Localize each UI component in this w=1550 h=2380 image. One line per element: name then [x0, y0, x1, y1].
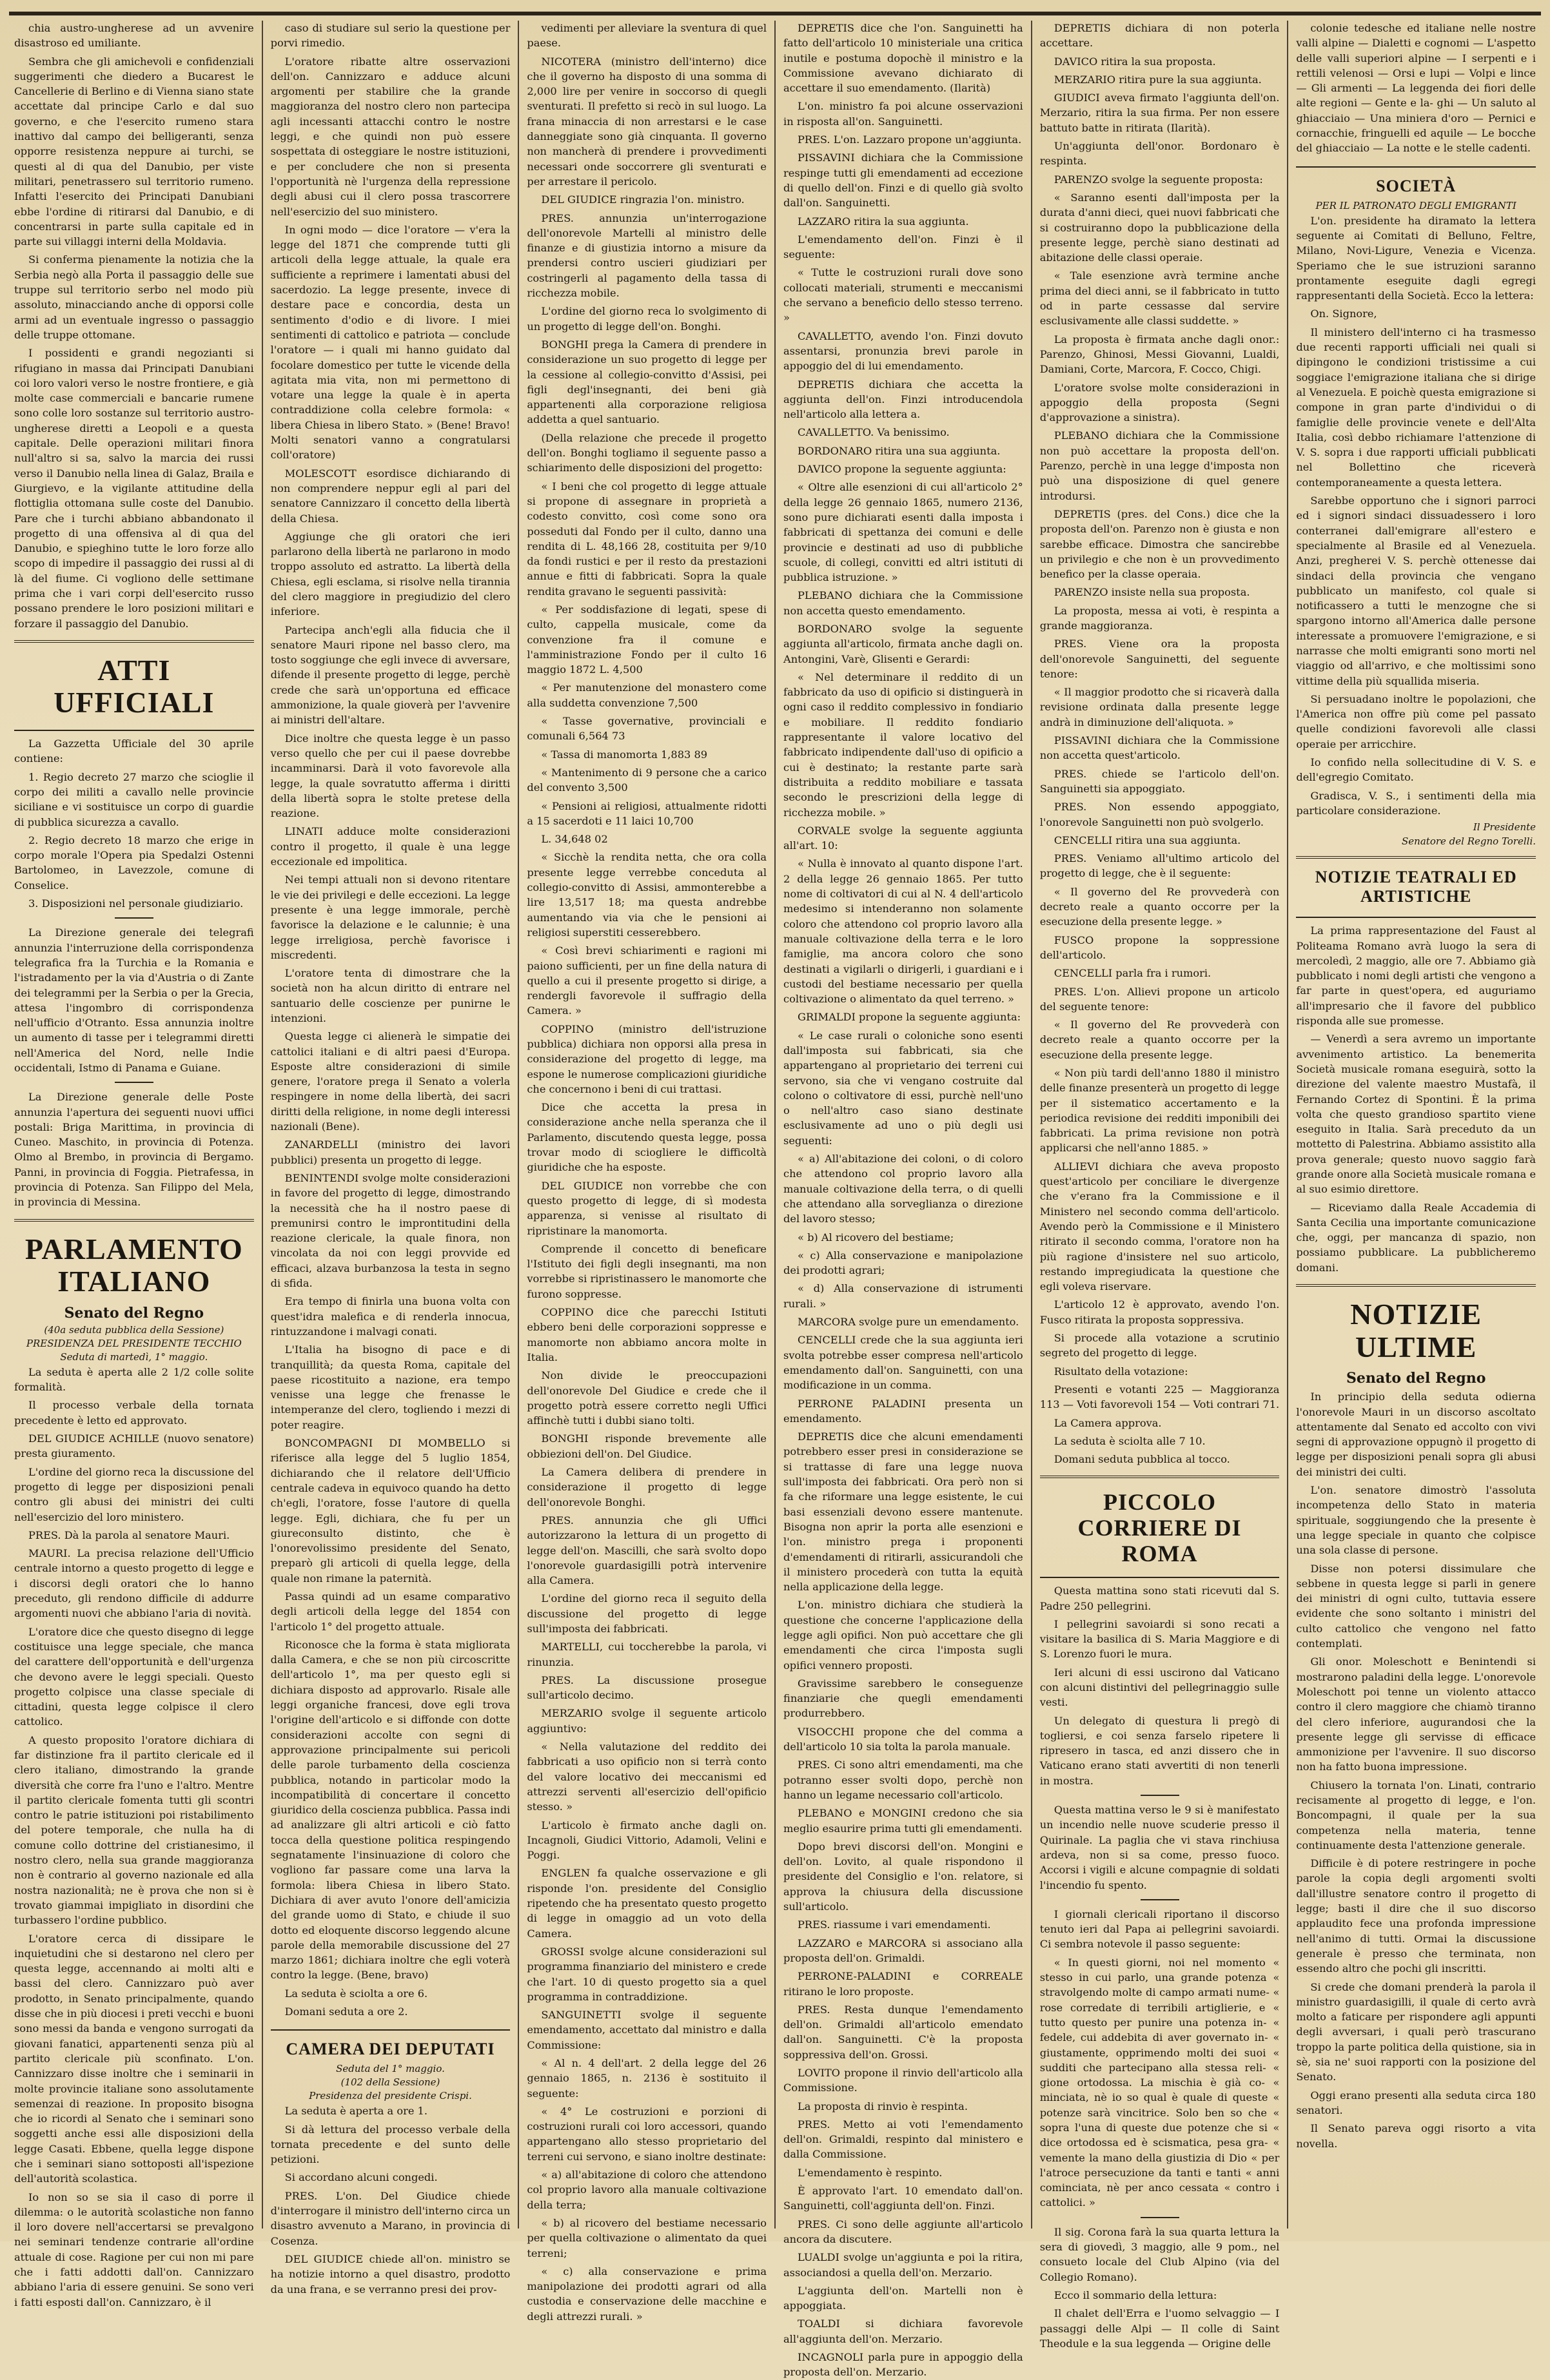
- paragraph: L'oratore tenta di dimostrare che la società non ha alcun diritto di entrare nel santuario delle coscienze per punirne le intenzioni.: [270, 967, 511, 1024]
- paragraph: PRES. L'on. Allievi propone un articolo del seguente tenore:: [1039, 985, 1280, 1013]
- paragraph: Era tempo di finirla una buona volta con quest'idra malefica e di renderla innocua, rintuzzandone i malvagi conati.: [270, 1295, 511, 1338]
- paragraph: MAURI. La precisa relazione dell'Ufficio centrale intorno a questo progetto di legge e i discorsi degli oratori che lo hanno preceduto, gli rendono difficile di addurre argomenti nuovi che abbiano l'aria di novità.: [14, 1547, 254, 1620]
- paragraph: È approvato l'art. 10 emendato dall'on. Sanguinetti, coll'aggiunta dell'on. Finzi.: [783, 2185, 1023, 2212]
- divider: [1040, 1577, 1280, 1578]
- paragraph: « Non più tardi dell'anno 1880 il ministro delle finanze presenterà un progetto di legge per il sistematico accertamento e la periodica revisione dei redditi imponibili dei fabbricati. La prima revisione non potrà applicarsi che nell'anno 1885. »: [1039, 1067, 1280, 1155]
- column-6: [1288, 21, 1544, 2229]
- paragraph: CENCELLI crede che la sua aggiunta ieri svolta potrebbe esser compresa nell'articolo emendamento dall'on. Sanguinetti, con una modificazione in un comma.: [783, 1334, 1023, 1392]
- paragraph: L'Italia ha bisogno di pace e di tranquillità; da questa Roma, capitale del paese ricostituito a nazione, era tempo venisse una legge che frenasse le intemperanze del clero, togliendo i mezzi di poter reagire.: [270, 1343, 511, 1431]
- column-4: [776, 21, 1032, 2379]
- paragraph: MOLESCOTT esordisce dichiarando di non comprendere neppur egli al pari del senatore Cannizzaro il concetto della libertà della Chiesa.: [270, 467, 511, 525]
- paragraph: « In questi giorni, noi nel momento « stesso in cui parlo, una grande potenza « stravolgendo molte di campo armati nume- « rose corredate di terribili artiglierie, e « tutto questo per punire una potenza in- « fedele, cui addebita di aver governato in- « giustamente, opprimendo molti dei suoi « sudditi che partecipano alla stessa reli- « gione ortodossa. La mischia è già co- « minciata, nè io so qual è quale di queste « potenze sarà vincitrice. Solo ben so che « sopra l'una di queste due potenze che si « dice ortodossa ed è scismatica, pesa gra- « vemente la mano della giustizia di Dio « per l'atroce persecuzione da tanti e tanti « anni cominciata, nè per anco cessata « contro i cattolici. »: [1039, 1956, 1280, 2209]
- paragraph: LAZZARO e MARCORA si associano alla proposta dell'on. Grimaldi.: [783, 1936, 1023, 1964]
- paragraph: BENINTENDI svolge molte considerazioni in favore del progetto di legge, dimostrando la necessità che ha il nostro paese di premunirsi contro le improntitudini della reazione clericale, la quale finora, non vincolata da noi con leggi provvide ed efficaci, alzava burbanzosa la testa in segno di sfida.: [270, 1171, 511, 1290]
- section-caption: (102 della Sessione): [340, 2076, 440, 2089]
- paragraph: Sarebbe opportuno che i signori parroci ed i signori sindaci dissuadessero i loro conterranei dall'emigrare all'estero e specialmente al Brasile ed al Venezuela. Anzi, pregherei V. S. perchè ottenesse dai sindaci della provincia che vengano pubblicato un manifesto, col quale si notificassero a tutti le menzogne che si spargono intorno all'America dalle persone interessate a promuovere l'emigrazione, e si narrasse che molti emigranti sono morti nel viaggio od all'arrivo, e che moltissimi sono vittime della più squallida miseria.: [1296, 494, 1536, 687]
- paragraph: vedimenti per alleviare la sventura di quel paese.: [527, 22, 767, 50]
- paragraph: PARENZO svolge la seguente proposta:: [1054, 173, 1263, 186]
- paragraph: PRES. Ci sono altri emendamenti, ma che potranno esser svolti dopo, perchè non hanno un legame necessario coll'articolo.: [783, 1759, 1023, 1801]
- paragraph: Il ministero dell'interno ci ha trasmesso due recenti rapporti ufficiali nei quali si dipingono le condizioni tristissime a cui soggiace l'emigrazione italiana che si dirige al Venezuela. E poichè questa emigrazione si compone in gran parte d'individui o di famiglie delle provincie venete e dell'Alta Italia, così debbo richiamare l'attenzione di V. S. sopra i due rapporti ufficiali pubblicati nel Bollettino che riceverà contemporaneamente a questa lettera.: [1296, 326, 1536, 489]
- paragraph: L'oratore cerca di dissipare le inquietudini che si destarono nel clero per questa legge, accennando ai molti alti e bassi del clero. Cannizzaro può aver prodotto, in Senato principalmente, quando disse che in più diocesi i preti vecchi e buoni sono messi da banda e vengono surrogati da giovani fanatici, appartenenti senza più al partito clericale più sconfinato. L'on. Cannizzaro disse inoltre che i seminarii in molte provincie italiane sono assolutamente semenzai di reazione. In proposito bisogna che io ricordi al Senato che i seminari sono soggetti anche essi alle disposizioni della legge Casati. Ebbene, quella legge dispone che i seminari siano sottoposti all'ispezione dell'autorità scolastica.: [14, 1932, 254, 2185]
- paragraph: (Della relazione che precede il progetto dell'on. Bonghi togliamo il seguente passo a schiarimento delle disposizioni del progetto:: [527, 431, 767, 474]
- paragraph: Dice inoltre che questa legge è un passo verso quello che per cui il paese dovrebbe incamminarsi. Darà il voto favorevole alla legge, la quale sovratutto afferma i diritti della libertà sopra le stolte pretese della reazione.: [270, 732, 511, 820]
- paragraph: « Al n. 4 dell'art. 2 della legge del 26 gennaio 1865, n. 2136 è sostituito il seguente:: [527, 2057, 767, 2100]
- paragraph: VISOCCHI propone che del comma a dell'articolo 10 sia tolta la parola manuale.: [783, 1725, 1023, 1753]
- paragraph: Ecco il sommario della lettura:: [1054, 2288, 1217, 2301]
- paragraph: GRIMALDI propone la seguente aggiunta:: [798, 1011, 1021, 1024]
- paragraph: L'ordine del giorno reca la discussione del progetto di legge per disposizioni penali contro gli abusi dei ministri dei culti nell'esercizio del loro ministero.: [14, 1465, 254, 1523]
- paragraph: Il Senato pareva oggi risorto a vita novella.: [1296, 2122, 1536, 2150]
- paragraph: 3. Disposizioni nel personale giudiziario.: [28, 897, 244, 910]
- paragraph: DEL GIUDICE ACHILLE (nuovo senatore) presta giuramento.: [14, 1432, 254, 1460]
- paragraph: DEPRETIS dichiara che accetta la aggiunta dell'on. Finzi introducendola nell'articolo alla lettera a.: [783, 378, 1023, 421]
- paragraph: L'on. ministro dichiara che studierà la questione che concerne l'applicazione della legge agli opifici. Non può accettare che gli emendamenti che circa l'imposta sugli opifici vennero proposti.: [783, 1599, 1023, 1672]
- paragraph: Si persuadano inoltre le popolazioni, che l'America non offre più come pel passato quelle condizioni favorevoli alle classi operaie per arricchire.: [1296, 692, 1536, 750]
- paragraph: « Tassa di manomorta 1,883 89: [541, 748, 708, 761]
- paragraph: PARENZO insiste nella sua proposta.: [1054, 586, 1250, 599]
- divider: [1040, 1476, 1280, 1478]
- section-headline: PICCOLO CORRIERE DI ROMA: [1077, 1489, 1242, 1566]
- paragraph: La prima rappresentazione del Faust al Politeama Romano avrà luogo la sera di mercoledì, 2 maggio, alle ore 7. Abbiamo già pubblicato i nomi degli artisti che vengono a far parte in quest'opera, ed auguriamo all'impresario che il favore del pubblico risponda alle sue promesse.: [1296, 924, 1536, 1028]
- paragraph: « Le case rurali o coloniche sono esenti dall'imposta sui fabbricati, sia che appartengano al proprietario dei terreni cui servono, sia che vi vengano costruite dal colono o coltivatore di essi, purchè nell'uno o nell'altro caso siano destinate esclusivamente ad uno o più degli usi seguenti:: [783, 1029, 1023, 1147]
- paragraph: L'on. ministro fa poi alcune osservazioni in risposta all'on. Sanguinetti.: [783, 100, 1023, 128]
- paragraph: L'oratore dice che questo disegno di legge costituisce una legge speciale, che manca del carattere dell'opportunità e dell'urgenza che devono avere le leggi speciali. Questo progetto colpisce una classe speciale di cittadini, questa legge colpisce il clero cattolico.: [14, 1625, 254, 1728]
- paragraph: Si procede alla votazione a scrutinio segreto del progetto di legge.: [1039, 1332, 1280, 1360]
- section-caption: Seduta del 1° maggio.: [336, 2063, 445, 2075]
- divider: [115, 1082, 153, 1083]
- paragraph: « Il maggior prodotto che si ricaverà dalla revisione ordinata dalla presente legge andrà in diminuzione dell'aliquota. »: [1039, 686, 1280, 728]
- paragraph: « Tale esenzione avrà termine anche prima del dieci anni, se il fabbricato in tutto od in parte cessasse dal servire esclusivamente alle classi suddette. »: [1039, 269, 1280, 327]
- paragraph: « b) Al ricovero del bestiame;: [798, 1231, 954, 1244]
- paragraph: COPPINO dice che parecchi Istituti ebbero beni delle corporazioni soppresse e manomorte non abbiamo ancora molte in Italia.: [527, 1306, 767, 1363]
- paragraph: L'oratore ribatte altre osservazioni dell'on. Cannizzaro e adduce alcuni argomenti per stabilire che la grande maggioranza del nostro clero non partecipa agli incessanti attacchi contro le nostre leggi, e che quindi non può essere sospettata di osteggiare le nostre istituzioni, e per concludere che non si presenta l'opportunità nè l'urgenza della repressione degli abusi cui il clero possa trascorrere nell'esercizio del suo ministero.: [270, 55, 511, 218]
- section-heading: NOTIZIE TEATRALI ED ARTISTICHE: [1315, 868, 1517, 906]
- paragraph: « Tutte le costruzioni rurali dove sono collocati materiali, strumenti e meccanismi che servano a beneficio dello stesso terreno. »: [783, 266, 1023, 324]
- paragraph: LINATI adduce molte considerazioni contro il progetto, il quale è una legge eccezionale ed impolitica.: [270, 825, 511, 868]
- paragraph: Si dà lettura del processo verbale della tornata precedente e del sunto delle petizioni.: [270, 2123, 511, 2166]
- paragraph: Dice che accetta la presa in considerazione anche nella speranza che il Parlamento, discutendo questa legge, possa trovar modo di sciogliere le difficoltà giuridiche che ha esposte.: [527, 1101, 767, 1174]
- paragraph: PRES. La discussione prosegue sull'articolo decimo.: [527, 1673, 767, 1702]
- section-headline: PARLAMENTO ITALIANO: [25, 1232, 243, 1298]
- paragraph: Il sig. Corona farà la sua quarta lettura la sera di giovedì, 3 maggio, alle 9 pom., nel consueto locale del Club Alpino (via del Collegio Romano).: [1039, 2225, 1280, 2283]
- paragraph: GROSSI svolge alcune considerazioni sul programma finanziario del ministero e crede che l'art. 10 di questo progetto sia a quel programma in contraddizione.: [527, 1945, 767, 2003]
- paragraph: DEPRETIS dichiara di non poterla accettare.: [1039, 22, 1280, 50]
- paragraph: Il chalet dell'Erra e l'uomo selvaggio — I passaggi delle Alpi — Il colle di Saint Theodule e la sua leggenda — Origine delle: [1039, 2307, 1280, 2350]
- paragraph: Sembra che gli amichevoli e confidenziali suggerimenti che diedero a Bucarest le Cancellerie di Berlino e di Vienna siano state accettate dal principe Carlo e dal suo governo, e che l'esercito rumeno stara inattivo dal campo dei belligeranti, senza opporre resistenza neppure ai turchi, se questi al di qua del Danubio, per viste militari, penetrassero sul territorio rumeno. Infatti l'esercito dei Principati Danubiani ebbe l'ordine di ritirarsi dal Danubio, e di concentrarsi in parte sulla capitale ed in parte sui villaggi interni della Moldavia.: [14, 55, 254, 248]
- paragraph: CORVALE svolge la seguente aggiunta all'art. 10:: [783, 824, 1023, 852]
- divider: [1141, 2217, 1179, 2218]
- paragraph: « c) Alla conservazione e manipolazione dei prodotti agrari;: [783, 1249, 1023, 1277]
- paragraph: ALLIEVI dichiara che aveva proposto quest'articolo per conciliare le divergenze che v'erano fra la Commissione e il Ministero nel secondo comma dell'articolo. Avendo però la Commissione e il Ministero ritirato il secondo comma, l'oratore non ha più ragione d'insistere nel suo articolo, restando impregiudicata la questione che egli voleva riservare.: [1039, 1160, 1280, 1293]
- paragraph: BONGHI prega la Camera di prendere in considerazione un suo progetto di legge per la cessione al collegio-convitto d'Assisi, pei figli degl'insegnanti, dei beni già appartenenti alla corporazione religiosa addetta a quel santuario.: [527, 338, 767, 426]
- paragraph: PLEBANO dichiara che la Commissione non può accettare la proposta dell'on. Parenzo, perchè in una legge d'imposta non può una disposizione di quel genere introdursi.: [1039, 429, 1280, 502]
- section-caption: PER IL PATRONATO DEGLI EMIGRANTI: [1315, 199, 1516, 211]
- paragraph: « Così brevi schiarimenti e ragioni mi paiono sufficienti, per un fine della natura di quello a cui il presente progetto si dirige, a rendergli favorevole il suffragio della Camera. »: [527, 944, 767, 1017]
- paragraph: PRES. Ci sono delle aggiunte all'articolo ancora da discutere.: [783, 2218, 1023, 2245]
- paragraph: Gli onor. Moleschott e Benintendi si mostrarono paladini della legge. L'onorevole Moleschott poi tenne un violento attacco contro il clero maggiore che chiamò tiranno del clero inferiore, augurandosi che la presente legge gli servisse di efficace ammonizione per l'avvenire. Il suo discorso non ha fatto buona impressione.: [1296, 1655, 1536, 1773]
- paragraph: DEL GIUDICE non vorrebbe che con questo progetto di legge, di sì modesta apparenza, si venisse al risultato di ripristinare la manomorta.: [527, 1179, 767, 1237]
- signature-line: Senatore del Regno Torelli.: [1402, 835, 1536, 848]
- paragraph: Un'aggiunta dell'onor. Bordonaro è respinta.: [1039, 140, 1280, 168]
- paragraph: Si accordano alcuni congedi.: [284, 2171, 438, 2184]
- paragraph: PRES. annunzia un'interrogazione dell'onorevole Martelli al ministro delle finanze e di giustizia intorno a misure da prendersi contro uscieri giudiziari per costringerli al pagamento della tassa di ricchezza mobile.: [527, 211, 767, 300]
- paragraph: La Camera approva.: [1054, 1416, 1162, 1429]
- paragraph: Si crede che domani prenderà la parola il ministro guardasigilli, il quale di certo avrà molto a faticare per rispondere agli appunti degli avversari, i quali però trascurano troppo la parte politica della quistione, sia in sè, sia ne' suoi rapporti con la posizione del Senato.: [1296, 1980, 1536, 2083]
- paragraph: PRES. Metto ai voti l'emendamento dell'on. Grimaldi, respinto dal ministero e dalla Commissione.: [783, 2118, 1023, 2161]
- paragraph: CENCELLI ritira una sua aggiunta.: [1054, 834, 1241, 846]
- paragraph: Riconosce che la forma è stata migliorata dalla Camera, e che se non più circoscritte dell'articolo 1°, ma per questo egli si dichiara disposto ad approvarlo. Risale alle leggi organiche francesi, dove egli trova l'origine dell'articolo e si diffonde con dotte considerazioni accolte con segni di approvazione principalmente sui pericoli delle parole turbamento della coscienza pubblica, notando in particolar modo la incompatibilità di concertare il concetto giuridico della coscienza pubblica. Passa indi ad analizzare gli altri articoli e ciò fatto tocca della questione politica respingendo segnatamente l'insinuazione di coloro che vogliono far passare come una larva la formola: libera Chiesa in libero Stato. Dichiara di aver avuto l'onore dell'amicizia del grande uomo di Stato, e chiude il suo dotto ed eloquente discorso leggendo alcune parole della memorabile discussione del 27 marzo 1861; dichiara inoltre che egli voterà contro la legge. (Bene, bravo): [270, 1638, 511, 1982]
- paragraph: MERZARIO svolge il seguente articolo aggiuntivo:: [527, 1707, 767, 1735]
- paragraph: Questa legge ci alienerà le simpatie dei cattolici italiani e di altri paesi d'Europa. Esposte altre considerazioni di simile genere, l'oratore prega il Senato a volerla respingere in nome della libertà, dei sacri diritti della religione, in nome degli interessi nazionali (Bene).: [270, 1030, 511, 1133]
- paragraph: LOVITO propone il rinvio dell'articolo alla Commissione.: [783, 2067, 1023, 2094]
- paragraph: DAVICO propone la seguente aggiunta:: [798, 463, 1006, 476]
- paragraph: La Direzione generale delle Poste annunzia l'apertura dei seguenti nuovi uffici postali: Briga Marittima, in provincia di Cuneo. Maschito, in provincia di Potenza. Olmo al Brembo, in provincia di Bergamo. Panni, in provincia di Foggia. Pietrafessa, in provincia di Potenza. San Filippo del Mela, in provincia di Messina.: [14, 1091, 254, 1209]
- paragraph: L'on. presidente ha diramato la lettera seguente ai Comitati di Belluno, Feltre, Milano, Novi-Ligure, Venezia e Vicenza. Speriamo che le sue istruzioni saranno prontamente eseguite dagli egregi rappresentanti della Società. Ecco la lettera:: [1296, 214, 1536, 302]
- section-caption: (40a seduta pubblica della Sessione): [44, 1323, 224, 1336]
- paragraph: caso di studiare sul serio la questione per porvi rimedio.: [270, 22, 511, 50]
- paragraph: « Tasse governative, provinciali e comunali 6,564 73: [527, 715, 767, 743]
- section-caption: PRESIDENZA DEL PRESIDENTE TECCHIO: [26, 1337, 242, 1349]
- paragraph: Domani seduta a ore 2.: [284, 2005, 408, 2018]
- paragraph: — Riceviamo dalla Reale Accademia di Santa Cecilia una importante comunicazione che, oggi, per mancanza di spazio, non possiamo pubblicare. La pubblicheremo domani.: [1296, 1201, 1536, 1274]
- paragraph: INCAGNOLI parla pure in appoggio della proposta dell'on. Merzario.: [783, 2351, 1023, 2379]
- paragraph: Chiusero la tornata l'on. Linati, contrario recisamente al progetto di legge, e l'on. Boncompagni, il quale per la sua competenza nella materia, tenne continuamente desta l'attenzione generale.: [1296, 1779, 1536, 1851]
- paragraph: DEPRETIS dice che l'on. Sanguinetti ha fatto dell'articolo 10 ministeriale una critica inutile e postuma dopochè il ministro e la Commissione avevano dichiarato di accettare il suo emendamento. (Ilarità): [783, 22, 1023, 95]
- paragraph: « I beni che col progetto di legge attuale si propone di assegnare in proprietà a codesto convitto, così come sono ora posseduti dal Fondo per il culto, danno una rendita di L. 48,166 28, costituita per 9/10 da fondi rustici e per il resto da prestazioni annue e fitti di fabbricati. Sopra la quale rendita gravano le seguenti passività:: [527, 480, 767, 598]
- paragraph: LAZZARO ritira la sua aggiunta.: [798, 215, 969, 228]
- divider: [14, 730, 254, 731]
- column-1: [6, 21, 263, 2308]
- paragraph: La seduta è aperta alle 2 1/2 colle solite formalità.: [14, 1365, 254, 1394]
- section-subheading: Senato del Regno: [64, 1304, 204, 1322]
- paragraph: « Il governo del Re provvederà con decreto reale a quanto occorre per la esecuzione della presente legge.: [1039, 1019, 1280, 1061]
- paragraph: L'oratore svolse molte considerazioni in appoggio della proposta (Segni d'approvazione a sinistra).: [1039, 381, 1280, 424]
- divider: [1296, 1284, 1536, 1287]
- paragraph: « d) Alla conservazione di istrumenti rurali. »: [783, 1282, 1023, 1310]
- paragraph: « Sicchè la rendita netta, che ora colla presente legge verrebbe conceduta al collegio-convitto di Assisi, ammonterebbe a lire 13,517 18; ma questa andrebbe aumentando via via che le pensioni ai religiosi superstiti cesserebbero.: [527, 851, 767, 939]
- column-3: [519, 21, 776, 2323]
- divider: [14, 1219, 254, 1222]
- paragraph: PRES. annunzia che gli Uffici autorizzarono la lettura di un progetto di legge dell'on. Mascilli, che sarà svolto dopo l'onorevole guardasigilli potrà intervenire alla Camera.: [527, 1514, 767, 1587]
- paragraph: Questa mattina sono stati ricevuti dal S. Padre 250 pellegrini.: [1039, 1585, 1280, 1612]
- paragraph: PERRONE PALADINI presenta un emendamento.: [783, 1397, 1023, 1425]
- paragraph: La seduta è aperta a ore 1.: [284, 2105, 428, 2118]
- paragraph: CAVALLETTO, avendo l'on. Finzi dovuto assentarsi, pronunzia brevi parole in appoggio del di lui emendamento.: [783, 329, 1023, 373]
- paragraph: Nei tempi attuali non si devono ritentare le vie dei privilegi e delle eccezioni. La legge presente è una legge immorale, perchè favorisce la delazione e le calunnie; è una legge irreligiosa, perchè favorisce i miscredenti.: [270, 873, 511, 961]
- paragraph: PRES. Resta dunque l'emendamento dell'on. Grimaldi all'articolo emendato dall'on. Sanguinetti. C'è la proposta soppressiva dell'on. Grossi.: [783, 2003, 1023, 2061]
- paragraph: Si conferma pienamente la notizia che la Serbia negò alla Porta il passaggio delle sue truppe sul territorio serbo nel modo più assoluto, minacciando anche di opporsi colle armi ad un eventuale ingresso o passaggio delle truppe ottomane.: [14, 253, 254, 341]
- paragraph: « Nella valutazione del reddito dei fabbricati a uso opificio non si terrà conto del valore locativo dei meccanismi ed attrezzi serventi all'esercizio dell'opificio stesso. »: [527, 1741, 767, 1813]
- paragraph: CAVALLETTO. Va benissimo.: [798, 426, 950, 439]
- paragraph: Disse non potersi dissimulare che sebbene in questa legge si parli in genere dei ministri di ogni culto, tuttavia essere evidente che sono soltanto i ministri del culto cattolico che vengono nel fatto contemplati.: [1296, 1562, 1536, 1650]
- paragraph: colonie tedesche ed italiane nelle nostre valli alpine — Dialetti e cognomi — L'aspetto delle valli superiori alpine — I serpenti e i rettili velenosi — Orsi e lupi — Volpi e lince — Gli armenti — La leggenda dei fiori delle alte regioni — Gente e la- ghi — Un saluto al ghiacciaio — Una miniera d'oro — Pernici e cornacchie, fringuelli ed aquile — Le bocche del ghiacciaio — La notte e le stelle cadenti.: [1296, 22, 1536, 155]
- paragraph: Io confido nella sollecitudine di V. S. e dell'egregio Comitato.: [1296, 756, 1536, 784]
- paragraph: DEL GIUDICE ringrazia l'on. ministro.: [541, 193, 745, 206]
- paragraph: Difficile è di potere restringere in poche parole la copia degli argomenti svolti dall'illustre senatore contro il progetto di legge; basti il dire che il suo discorso applaudito fece una profonda impressione nell'animo di tutti. Ormai la discussione generale è presso che terminata, non essendo altro che pochi gli inscritti.: [1296, 1857, 1536, 1975]
- column-5: [1032, 21, 1289, 2350]
- paragraph: DEPRETIS dice che alcuni emendamenti potrebbero esser presi in considerazione se si trattasse di fare una legge nuova sull'imposta dei fabbricati. Ora però non si fa che riformare una legge esistente, le cui basi essenziali devono essere mantenute. Bisogna non aprir la porta alle esenzioni e l'on. ministro prega i proponenti d'emendamenti di ritirarli, assicurandoli che il ministero procederà con tutta la equità nella applicazione della legge.: [783, 1430, 1023, 1594]
- paragraph: Ieri alcuni di essi uscirono dal Vaticano con alcuni distintivi del pellegrinaggio sulle vesti.: [1039, 1666, 1280, 1709]
- section-heading: SOCIETÀ: [1376, 176, 1457, 195]
- paragraph: L'aggiunta dell'on. Martelli non è appoggiata.: [783, 2284, 1023, 2312]
- column-2: [263, 21, 520, 2296]
- divider: [1296, 166, 1536, 168]
- paragraph: NICOTERA (ministro dell'interno) dice che il governo ha disposto di una somma di 2,000 lire per venire in soccorso di quegli sventurati. Il prefetto si recò in sul luogo. La frana minaccia di non arrestarsi e le case danneggiate sono già cinquanta. Il governo non mancherà di prendere i provvedimenti necessari onde soccorrere gli sventurati e per arrestare il pericolo.: [527, 55, 767, 188]
- paragraph: Questa mattina verso le 9 si è manifestato un incendio nelle nuove scuderie presso il Quirinale. La paglia che vi stava rinchiusa ardeva, non si sa come, presso fuoco. Accorsi i vigili e alcune compagnie di soldati l'incendio fu spento.: [1039, 1804, 1280, 1891]
- paragraph: BONCOMPAGNI DI MOMBELLO si riferisce alla legge del 5 luglio 1854, dichiarando che il relatore dell'Ufficio centrale cadeva in equivoco quando ha detto ch'egli, l'oratore, fosse l'autore di quella legge. Egli, dichiara, che fu per un giureconsulto distinto, che è l'onorevolissimo presidente del Senato, preparò gli articoli di quella legge, della quale non rimane la paternità.: [270, 1437, 511, 1585]
- paragraph: BORDONARO svolge la seguente aggiunta all'articolo, firmata anche dagli on. Antongini, Varè, Glisenti e Gerardi:: [783, 622, 1023, 665]
- paragraph: Oggi erano presenti alla seduta circa 180 senatori.: [1296, 2089, 1536, 2116]
- paragraph: « c) alla conservazione e prima manipolazione dei prodotti agrari od alla custodia e conservazione delle macchine e degli attrezzi rurali. »: [527, 2265, 767, 2323]
- paragraph: « Mantenimento di 9 persone che a carico del convento 3,500: [527, 766, 767, 794]
- paragraph: PRES. L'on. Lazzaro propone un'aggiunta.: [798, 133, 1022, 146]
- paragraph: Non divide le preoccupazioni dell'onorevole Del Giudice e crede che il progetto potrà essere corretto negli Uffici affinchè tutti i dubbi siano tolti.: [527, 1369, 767, 1427]
- paragraph: In ogni modo — dice l'oratore — v'era la legge del 1871 che comprende tutti gli articoli della legge attuale, la quale era sufficiente a reprimere i lamentati abusi del sacerdozio. La legge presente, invece di destare pace e concordia, desta un sentimento d'odio e di livore. I miei sentimenti di cattolico e patriota — conclude l'oratore — i quali mi hanno guidato dal focolare domestico per tutte le vicende della agitata mia vita, non mi permettono di votare una legge la quale è in aperta contraddizione colla celebre formola: « libera Chiesa in libero Stato. » (Bene! Bravo! Molti senatori vanno a congratularsi coll'oratore): [270, 223, 511, 462]
- paragraph: DEL GIUDICE chiede all'on. ministro se ha notizie intorno a quel disastro, prodotto da una frana, e se verranno presi dei prov-: [270, 2252, 511, 2296]
- paragraph: « Nel determinare il reddito di un fabbricato da uso di opificio si distinguerà in ogni caso il reddito complessivo in fondiario e mobiliare. Il reddito fondiario rappresentante il valore locativo del fabbricato indipendente dall'uso di opificio a cui è destinato; la restante parte sarà distribuita a reddito mobiliare e tassata secondo le prescrizioni della legge di ricchezza mobile. »: [783, 670, 1023, 819]
- paragraph: PLEBANO dichiara che la Commissione non accetta questo emendamento.: [783, 589, 1023, 617]
- paragraph: L'emendamento è respinto.: [798, 2166, 943, 2179]
- paragraph: L'ordine del giorno reca il seguito della discussione del progetto di legge sull'imposta dei fabbricati.: [527, 1592, 767, 1635]
- paragraph: PERRONE-PALADINI e CORREALE ritirano le loro proposte.: [783, 1970, 1023, 1998]
- paragraph: MERZARIO ritira pure la sua aggiunta.: [1054, 73, 1262, 86]
- paragraph: L'articolo è firmato anche dagli on. Incagnoli, Giudici Vittorio, Adamoli, Velini e Poggi.: [527, 1819, 767, 1862]
- paragraph: « Pensioni ai religiosi, attualmente ridotti a 15 sacerdoti e 11 laici 10,700: [527, 799, 767, 827]
- paragraph: A questo proposito l'oratore dichiara di far distinzione fra il partito clericale ed il clero italiano, dimostrando la grande diversità che corre fra l'uno e l'altro. Mentre il partito clericale fomenta tutti gli scontri contro le patrie istituzioni poi ristabilimento del potere temporale, che nulla ha di comune collo dottrine del cristianesimo, il nostro clero, nella sua grande maggioranza non è contrario al governo nazionale ed alla nostra nazionalità; ne è prova che non si è trovato giammai impigliato in disordini che turbassero l'ordine pubblico.: [14, 1733, 254, 1927]
- paragraph: — Venerdì a sera avremo un importante avvenimento artistico. La benemerita Società musicale romana eseguirà, sotto la direzione del valente maestro Mustafà, il Fernando Cortez di Spontini. È la prima volta che questo grandioso spartito viene eseguito in Italia. Sarà preceduto da un mottetto di Palestrina. Abbiamo assistito alla prova generale; questo nuovo saggio farà grande onore alla Società musicale romana e al suo esimio direttore.: [1296, 1033, 1536, 1196]
- section-subheading: Senato del Regno: [1346, 1370, 1486, 1387]
- paragraph: La Gazzetta Ufficiale del 30 aprile contiene:: [14, 737, 254, 765]
- paragraph: PRES. L'on. Del Giudice chiede d'interrogare il ministro dell'interno circa un disastro avvenuto a Marano, in provincia di Cosenza.: [270, 2189, 511, 2247]
- paragraph: SANGUINETTI svolge il seguente emendamento, accettato dal ministro e dalla Commissione:: [527, 2009, 767, 2051]
- section-headline: NOTIZIE ULTIME: [1350, 1298, 1482, 1363]
- paragraph: « Saranno esenti dall'imposta per la durata d'anni dieci, quei nuovi fabbricati che si costruiranno dopo la pubblicazione della presente legge, perchè siano destinati ad abitazione delle classi operaie.: [1039, 191, 1280, 264]
- paragraph: ZANARDELLI (ministro dei lavori pubblici) presenta un progetto di legge.: [270, 1138, 511, 1166]
- paragraph: I possidenti e grandi negozianti si rifugiano in massa dai Principati Danubiani coi loro valori verso le nostre frontiere, e già molte case commerciali e bancarie rumene sono colle loro sostanze sul territorio austro-ungherese diretti a Leopoli e a questa capitale. Delle operazioni militari finora null'altro si sa, salvo la marcia dei russi verso il Danubio nella linea di Galaz, Braila e Giurgievo, e la vigilante attitudine della flottiglia ottomana sulle coste del Danubio. Pare che i turchi abbiano abbandonato il progetto di una offensiva al di qua del Danubio, e spieghino tutte le loro forze allo scopo di impedire il passaggio dei russi al di là del fiume. Ci vogliono delle settimane prima che i vari corpi dell'esercito russo possano prendere le loro posizioni militari e forzare il passaggio del Danubio.: [14, 347, 254, 630]
- paragraph: On. Signore,: [1310, 307, 1377, 320]
- paragraph: DEPRETIS (pres. del Cons.) dice che la proposta dell'on. Parenzo non è giusta e non sarebbe efficace. Dimostra che sancirebbe un privilegio e che non è un provvedimento benefico per la classe operaia.: [1039, 507, 1280, 581]
- paragraph: Presenti e votanti 225 — Maggioranza 113 — Voti favorevoli 154 — Voti contrari 71.: [1039, 1383, 1280, 1411]
- paragraph: TOALDI si dichiara favorevole all'aggiunta dell'on. Merzario.: [783, 2317, 1023, 2345]
- paragraph: Partecipa anch'egli alla fiducia che il senatore Mauri ripone nel basso clero, ma tosto soggiunge che egli invece di avversare, difende il presente progetto di legge, perchè crede che sarà un'opportuna ed efficace ammonizione, la quale gioverà per l'avvenire ai ministri dell'altare.: [270, 623, 511, 727]
- paragraph: PRES. chiede se l'articolo dell'on. Sanguinetti sia appoggiato.: [1039, 767, 1280, 795]
- paragraph: ENGLEN fa qualche osservazione e gli risponde l'on. presidente del Consiglio ripetendo che ha presentato questo progetto di legge in omaggio ad un voto della Camera.: [527, 1867, 767, 1940]
- paragraph: L'emendamento dell'on. Finzi è il seguente:: [783, 233, 1023, 261]
- paragraph: PRES. Non essendo appoggiato, l'onorevole Sanguinetti non può svolgerlo.: [1039, 801, 1280, 828]
- paragraph: FUSCO propone la soppressione dell'articolo.: [1039, 933, 1280, 961]
- paragraph: PRES. Veniamo all'ultimo articolo del progetto di legge, che è il seguente:: [1039, 852, 1280, 880]
- paragraph: I pellegrini savoiardi si sono recati a visitare la basilica di S. Maria Maggiore e di S. Lorenzo fuori le mura.: [1039, 1617, 1280, 1661]
- paragraph: I giornali clericali riportano il discorso tenuto ieri dal Papa ai pellegrini savoiardi. Ci sembra notevole il passo seguente:: [1039, 1907, 1280, 1951]
- paragraph: La seduta è sciolta alle 7 10.: [1054, 1434, 1206, 1447]
- section-heading: CAMERA DEI DEPUTATI: [286, 2040, 495, 2059]
- section-caption: Seduta di martedì, 1° maggio.: [60, 1351, 208, 1363]
- paragraph: chia austro-ungherese ad un avvenire disastroso ed umiliante.: [14, 22, 254, 50]
- paragraph: « Nulla è innovato al quanto dispone l'art. 2 della legge 26 gennaio 1865. Per tutto nome di coltivatori di cui al N. 4 dell'articolo medesimo si intenderanno non solamente coloro che attendono col proprio lavoro alla manuale coltivazione della terra e le loro famiglie, ma ancora coloro che sono destinati a vigilarli o dirigerli, i guardiani e i custodi del bestiame necessario per quella coltivazione o alimentato da quel terreno. »: [783, 857, 1023, 1006]
- paragraph: La seduta è sciolta a ore 6.: [284, 1987, 428, 2000]
- paragraph: GIUDICI aveva firmato l'aggiunta dell'on. Merzario, ritira la sua firma. Per non essere battuto batte in ritirata (Ilarità).: [1039, 92, 1280, 134]
- paragraph: MARTELLI, cui toccherebbe la parola, vi rinunzia.: [527, 1641, 767, 1668]
- paragraph: BONGHI risponde brevemente alle obbiezioni dell'on. Del Giudice.: [527, 1432, 767, 1460]
- paragraph: PLEBANO e MONGINI credono che sia meglio esaurire prima tutti gli emendamenti.: [783, 1807, 1023, 1835]
- paragraph: Un delegato di questura li pregò di togliersi, e coi senza farselo ripetere li ripresero in tasca, ed anzi dissero che in Vaticano erano stati avvertiti di non tenerli in mostra.: [1039, 1714, 1280, 1787]
- paragraph: Aggiunge che gli oratori che ieri parlarono della libertà ne parlarono in modo troppo assoluto ed astratto. La libertà della Chiesa, egli esclama, si risolve nella tirannia del clero maggiore in pregiudizio del clero inferiore.: [270, 530, 511, 618]
- paragraph: La proposta di rinvio è respinta.: [798, 2100, 968, 2112]
- paragraph: CENCELLI parla fra i rumori.: [1054, 967, 1212, 980]
- top-rule: [9, 12, 1541, 15]
- paragraph: Il processo verbale della tornata precedente è letto ed approvato.: [14, 1399, 254, 1427]
- paragraph: « Per soddisfazione di legati, spese di culto, cappella musicale, come da convenzione fra il comune e l'amministrazione Fondo per il culto 16 maggio 1872 L. 4,500: [527, 603, 767, 676]
- paragraph: « Il governo del Re provvederà con decreto reale a quanto occorre per la esecuzione della presente legge. »: [1039, 885, 1280, 928]
- paragraph: Comprende il concetto di beneficare l'Istituto dei figli degli insegnanti, ma non vorrebbe si ripristinassero le manomorte che furono soppresse.: [527, 1242, 767, 1300]
- paragraph: Risultato della votazione:: [1054, 1365, 1188, 1378]
- divider: [14, 640, 254, 643]
- paragraph: L'articolo 12 è approvato, avendo l'on. Fusco ritirata la proposta soppressiva.: [1039, 1298, 1280, 1326]
- paragraph: La Direzione generale dei telegrafi annunzia l'interruzione della corrispondenza telegrafica fra la Turchia e la Romania e l'istradamento per la via d'Austria o di Zante dei telegrammi per la Serbia o per la Grecia, attesa l'ingombro di corrispondenza nell'ufficio d'Otranto. Essa annunzia inoltre un aumento di tasse per i telegrammi diretti nell'America del Nord, nelle Indie occidentali, Istmo di Panama e Guiane.: [14, 926, 254, 1074]
- paragraph: BORDONARO ritira una sua aggiunta.: [798, 444, 1001, 457]
- paragraph: « 4° Le costruzioni e porzioni di costruzioni rurali coi loro accessori, quando appartengano allo stesso proprietario del terreni cui servono, e siano inoltre destinate:: [527, 2105, 767, 2163]
- paragraph: L'on. senatore dimostrò l'assoluta incompetenza dello Stato in materia spirituale, soggiungendo che la presente è una legge speciale in quanto che colpisce una sola classe di persone.: [1296, 1484, 1536, 1557]
- paragraph: « b) al ricovero del bestiame necessario per quella coltivazione o alimentato da quei terreni;: [527, 2216, 767, 2259]
- divider: [1296, 917, 1536, 918]
- paragraph: La Camera delibera di prendere in considerazione il progetto di legge dell'onorevole Bonghi.: [527, 1466, 767, 1508]
- paragraph: « a) all'abitazione di coloro che attendono col proprio lavoro alla manuale coltivazione della terra;: [527, 2169, 767, 2211]
- paragraph: PISSAVINI dichiara che la Commissione non accetta quest'articolo.: [1039, 734, 1280, 762]
- paragraph: L. 34,648 02: [541, 833, 608, 846]
- columns: [6, 21, 1544, 2379]
- paragraph: Io non so se sia il caso di porre il dilemma: o le autorità scolastiche non fanno il loro dovere nell'accertarsi se prevalgono nei seminari tendenze contrarie all'ordine attuale di cose. Ragione per cui non mi pare che i fatti addotti dall'on. Cannizzaro abbiano l'aria di essere genuini. Se sono veri i fatti esposti dall'on. Cannizzaro, è il: [14, 2190, 254, 2308]
- paragraph: La proposta è firmata anche dagli onor.: Parenzo, Ghinosi, Messi Giovanni, Lualdi, Damiani, Corte, Marcora, F. Cocco, Chigi.: [1039, 333, 1280, 376]
- paragraph: Domani seduta pubblica al tocco.: [1054, 1453, 1230, 1466]
- paragraph: COPPINO (ministro dell'istruzione pubblica) dichiara non opporsi alla presa in considerazione del progetto di legge, ma espone le numerose complicazioni giuridiche che concernono i beni di cui trattasi.: [527, 1022, 767, 1095]
- paragraph: Passa quindi ad un esame comparativo degli articoli della legge del 1854 con l'articolo 1° del progetto attuale.: [270, 1590, 511, 1633]
- divider: [271, 2029, 511, 2031]
- paragraph: 2. Regio decreto 18 marzo che erige in corpo morale l'Opera pia Spedalzi Ostenni Bartolomeo, in Lavezzole, comune di Conselice.: [14, 834, 254, 892]
- paragraph: L'ordine del giorno reca lo svolgimento di un progetto di legge dell'on. Bonghi.: [527, 305, 767, 333]
- paragraph: Dopo brevi discorsi dell'on. Mongini e dell'on. Lovito, al quale rispondono il presidente del Consiglio e l'on. relatore, si approva la chiusura della discussione sull'articolo.: [783, 1840, 1023, 1913]
- paragraph: In principio della seduta odierna l'onorevole Mauri in un discorso ascoltato attentamente dal Senato ed accolto con vivi segni di approvazione oppugnò il progetto di legge per disposizioni penali sopra gli abusi dei ministri dei culti.: [1296, 1390, 1536, 1478]
- signature-line: Il Presidente: [1473, 821, 1536, 834]
- paragraph: PRES. Viene ora la proposta dell'onorevole Sanguinetti, del seguente tenore:: [1039, 638, 1280, 680]
- divider: [1141, 1795, 1179, 1796]
- section-caption: Presidenza del presidente Crispi.: [309, 2090, 472, 2102]
- paragraph: 1. Regio decreto 27 marzo che scioglie il corpo dei militi a cavallo nelle provincie siciliane e vi sostituisce un corpo di guardie di pubblica sicurezza a cavallo.: [14, 770, 254, 828]
- paragraph: PRES. riassume i vari emendamenti.: [798, 1918, 991, 1931]
- paragraph: Gravissime sarebbero le conseguenze finanziarie che quegli emendamenti produrrebbero.: [783, 1677, 1023, 1720]
- section-headline: ATTI UFFICIALI: [54, 653, 215, 719]
- paragraph: MARCORA svolge pure un emendamento.: [798, 1316, 1019, 1329]
- paragraph: DAVICO ritira la sua proposta.: [1054, 55, 1216, 68]
- divider: [1296, 856, 1536, 859]
- paragraph: LUALDI svolge un'aggiunta e poi la ritira, associandosi a quella dell'on. Merzario.: [783, 2251, 1023, 2279]
- divider: [115, 917, 153, 919]
- paragraph: Gradisca, V. S., i sentimenti della mia particolare considerazione.: [1296, 789, 1536, 817]
- paragraph: PRES. Dà la parola al senatore Mauri.: [28, 1528, 230, 1541]
- paragraph: « Oltre alle esenzioni di cui all'articolo 2° della legge 26 gennaio 1865, numero 2136, sono pure dichiarati esenti dalla imposta i fabbricati di spettanza dei comuni e delle provincie e destinati ad uso di pubbliche scuole, di collegi, convitti ed altri istituti di pubblica istruzione. »: [783, 481, 1023, 584]
- paragraph: La proposta, messa ai voti, è respinta a grande maggioranza.: [1039, 604, 1280, 632]
- paragraph: « Per manutenzione del monastero come alla suddetta convenzione 7,500: [527, 681, 767, 709]
- divider: [1141, 1899, 1179, 1900]
- paragraph: « a) All'abitazione dei coloni, o di coloro che attendono col proprio lavoro alla manuale coltivazione della terra, o di quelli che attendano alla sorveglianza o direzione del lavoro stesso;: [783, 1153, 1023, 1225]
- paragraph: PISSAVINI dichiara che la Commissione respinge tutti gli emendamenti ad eccezione di quello dell'on. Finzi e di quello già svolto dall'on. Sanguinetti.: [783, 151, 1023, 210]
